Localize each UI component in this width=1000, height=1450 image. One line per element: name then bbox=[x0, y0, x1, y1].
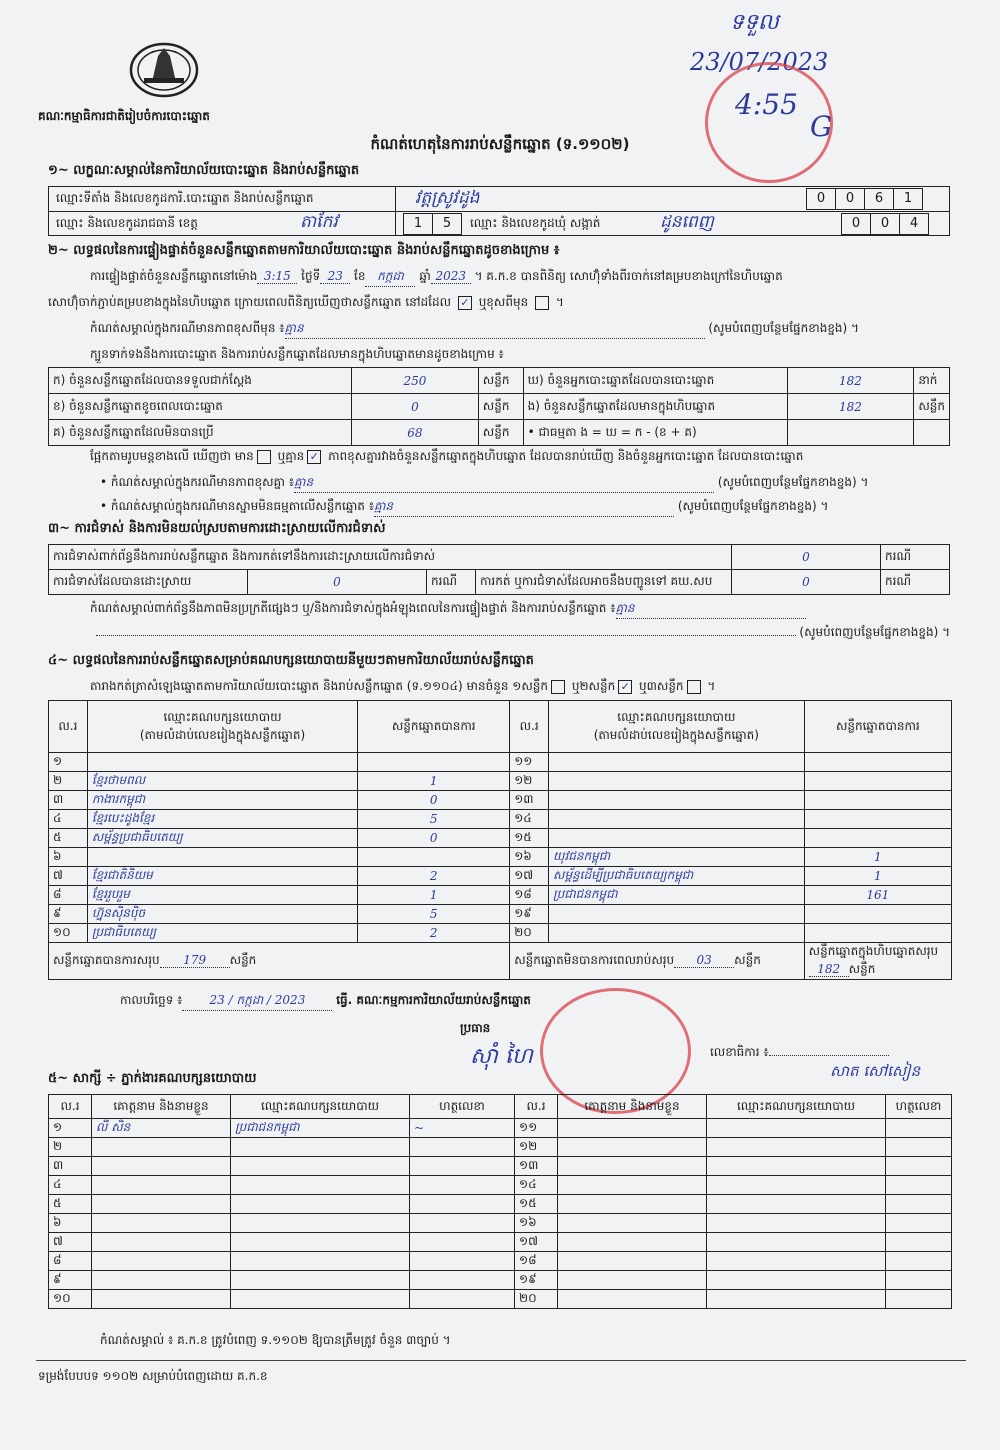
party-name bbox=[549, 924, 805, 943]
witness-name bbox=[558, 1252, 707, 1271]
count-value-2: 182 bbox=[787, 368, 914, 394]
witness-no: ១៤ bbox=[515, 1176, 558, 1195]
col-votes: សន្លឹកឆ្នោតបានការ bbox=[358, 701, 510, 753]
party-name: ហ្វ៊ុនស៊ិនប៉ិច bbox=[87, 905, 357, 924]
received-note: ទទួល bbox=[730, 10, 779, 35]
party-votes: 0 bbox=[358, 829, 510, 848]
witness-party bbox=[231, 1252, 410, 1271]
col-no: ល.រ bbox=[515, 1095, 558, 1119]
party-row bbox=[49, 848, 952, 867]
party-no: ១៦ bbox=[510, 848, 549, 867]
party-row bbox=[49, 810, 952, 829]
party-results-table bbox=[48, 700, 952, 980]
discrepancy-check: ផ្អែកតាមរូបមន្តខាងលើ ឃើញថា មាន ឬគ្មាន ✓ ភាពខុសគ្នារវាងចំនួនសន្លឹកឆ្នោតក្នុងហិបឆ្នោត ដែលបានរាប់ឃើញ និងចំនួនអ្នកបោះឆ្នោត ដែលបានបោះឆ្នោត bbox=[90, 449, 804, 463]
witness-no: ៨ bbox=[49, 1252, 92, 1271]
chair-signature: ស៊ាំ ហៃ bbox=[470, 1044, 533, 1069]
footer-divider bbox=[36, 1360, 966, 1361]
commune-code-digit: 4 bbox=[899, 213, 929, 235]
witness-name bbox=[558, 1157, 707, 1176]
witness-name bbox=[558, 1119, 707, 1138]
witness-party bbox=[707, 1271, 886, 1290]
witness-party bbox=[231, 1138, 410, 1157]
witness-name bbox=[92, 1271, 231, 1290]
complaints-unit: ករណី bbox=[881, 545, 950, 570]
party-no: ៦ bbox=[49, 848, 88, 867]
witness-name bbox=[92, 1233, 231, 1252]
count-unit-2 bbox=[914, 420, 950, 446]
col-no: ល.រ bbox=[49, 1095, 92, 1119]
party-votes: 2 bbox=[358, 867, 510, 886]
witness-signature bbox=[410, 1233, 515, 1252]
official-stamp-top bbox=[705, 62, 833, 183]
party-no: ៧ bbox=[49, 867, 88, 886]
witness-no: ៧ bbox=[49, 1233, 92, 1252]
count-label: ខ) ចំនួនសន្លឹកឆ្នោតខូចពេលបោះឆ្នោត bbox=[49, 394, 352, 420]
witness-row bbox=[49, 1195, 952, 1214]
party-name bbox=[549, 810, 805, 829]
invalid-total: សន្លឹកឆ្នោតមិនបានការពេលរាប់សរុប 03 សន្លឹក bbox=[510, 943, 804, 980]
witness-row bbox=[49, 1233, 952, 1252]
difference-bullet: • កំណត់សម្គាល់ក្នុងករណីមានភាពខុសគ្នា ៖គ្មាន (សូមបំពេញបន្ថែមផ្នែកខាងខ្នង) ។ bbox=[100, 474, 868, 493]
count-unit: សន្លឹក bbox=[478, 420, 523, 446]
party-votes: 1 bbox=[804, 848, 951, 867]
witness-signature: ~ bbox=[410, 1119, 515, 1138]
witness-party: ប្រជាជនកម្ពុជា bbox=[231, 1119, 410, 1138]
witness-signature bbox=[410, 1176, 515, 1195]
col-party: ឈ្មោះគណបក្សនយោបាយ bbox=[707, 1095, 886, 1119]
irregularity-note: កំណត់សម្គាល់ពាក់ព័ន្ធនឹងភាពមិនប្រក្រតីផ្សេងៗ ឬ/និងការជំទាស់ក្នុងអំឡុងពេលនៃការផ្ទៀងផ្ទាត់ និងការរាប់សន្លឹកឆ្នោត ៖គ្មាន bbox=[90, 600, 806, 619]
party-no: ២ bbox=[49, 772, 88, 791]
witness-party bbox=[707, 1157, 886, 1176]
party-name bbox=[549, 772, 805, 791]
valid-total: សន្លឹកឆ្នោតបានការសរុប 179 សន្លឹក bbox=[49, 943, 510, 980]
witness-signature bbox=[410, 1138, 515, 1157]
col-signature: ហត្ថលេខា bbox=[886, 1095, 952, 1119]
forwarded-unit: ករណី bbox=[881, 570, 950, 595]
party-votes bbox=[804, 924, 951, 943]
document-title: កំណត់ហេតុនៃការរាប់សន្លឹកឆ្នោត (ទ.១១០២) bbox=[370, 135, 630, 153]
witness-party bbox=[707, 1290, 886, 1309]
party-name: ខ្មែររួបរួម bbox=[87, 886, 357, 905]
witness-party bbox=[707, 1252, 886, 1271]
col-name: គោត្តនាម និងនាមខ្លួន bbox=[558, 1095, 707, 1119]
party-no: ៤ bbox=[49, 810, 88, 829]
col-votes: សន្លឹកឆ្នោតបានការ bbox=[804, 701, 951, 753]
party-name: ប្រជាធិបតេយ្យ bbox=[87, 924, 357, 943]
ballot-count-row bbox=[49, 368, 950, 394]
party-votes: 161 bbox=[804, 886, 951, 905]
witness-no: ១៣ bbox=[515, 1157, 558, 1176]
party-votes bbox=[358, 753, 510, 772]
party-name bbox=[549, 829, 805, 848]
witness-party bbox=[707, 1195, 886, 1214]
ballot-count-row bbox=[49, 394, 950, 420]
witness-party bbox=[231, 1271, 410, 1290]
witness-no: ១ bbox=[49, 1119, 92, 1138]
party-name: យុវជនកម្ពុជា bbox=[549, 848, 805, 867]
witness-name bbox=[92, 1138, 231, 1157]
unchanged-checkbox[interactable]: ✓ bbox=[458, 296, 472, 310]
witness-name bbox=[92, 1290, 231, 1309]
count-unit-2: សន្លឹក bbox=[914, 394, 950, 420]
witness-name bbox=[558, 1176, 707, 1195]
party-row bbox=[49, 886, 952, 905]
irregularity-fill-hint: (សូមបំពេញបន្ថែមផ្នែកខាងខ្នង) ។ bbox=[48, 624, 950, 642]
party-name: កាងារកម្ពុជា bbox=[87, 791, 357, 810]
witness-signature bbox=[410, 1252, 515, 1271]
party-no: ១១ bbox=[510, 753, 549, 772]
witness-signature bbox=[886, 1233, 952, 1252]
witness-party bbox=[231, 1195, 410, 1214]
ballot-intro: ក្បួនទាក់ទងនឹងការបោះឆ្នោត និងការរាប់សន្លឹកឆ្នោតដែលមានក្នុងហិបឆ្នោតមានដូចខាងក្រោម ៖ bbox=[90, 347, 504, 361]
province-code bbox=[404, 213, 462, 235]
witness-row bbox=[49, 1252, 952, 1271]
witness-name: លី សិន bbox=[92, 1119, 231, 1138]
witness-no: ២០ bbox=[515, 1290, 558, 1309]
witness-name bbox=[92, 1195, 231, 1214]
party-votes: 2 bbox=[358, 924, 510, 943]
two-sheets-checkbox[interactable]: ✓ bbox=[618, 680, 632, 694]
party-row bbox=[49, 753, 952, 772]
witness-signature bbox=[886, 1271, 952, 1290]
station-label: ឈ្មោះទីតាំង និងលេខកូដការិ.បោះឆ្នោត និងរាប់សន្លឹកឆ្នោត bbox=[56, 191, 314, 205]
commune-code-digit: 0 bbox=[870, 213, 900, 235]
party-no: ៥ bbox=[49, 829, 88, 848]
witness-row bbox=[49, 1176, 952, 1195]
resolved-value: 0 bbox=[248, 570, 427, 595]
party-name: ខ្មែរជាតិនិយម bbox=[87, 867, 357, 886]
complaints-table bbox=[48, 544, 950, 595]
commune-code-digit: 0 bbox=[841, 213, 871, 235]
commune-value: ដូនពេញ bbox=[660, 212, 714, 232]
witness-no: ១៩ bbox=[515, 1271, 558, 1290]
forwarded-label: ការកត់ ឬការជំទាស់ដែលអាចនឹងបញ្ជូនទៅ គឃ.សប bbox=[476, 570, 732, 595]
count-label: គ) ចំនួនសន្លឹកឆ្នោតដែលមិនបានប្រើ bbox=[49, 420, 352, 446]
party-row bbox=[49, 905, 952, 924]
witness-party bbox=[707, 1233, 886, 1252]
party-no: ១៣ bbox=[510, 791, 549, 810]
col-party: ឈ្មោះគណបក្សនយោបាយ (តាមលំដាប់លេខរៀងក្នុងសន្លឹកឆ្នោត) bbox=[87, 701, 357, 753]
party-votes bbox=[804, 810, 951, 829]
count-value-2 bbox=[787, 420, 914, 446]
witness-party bbox=[231, 1290, 410, 1309]
party-no: ៣ bbox=[49, 791, 88, 810]
party-no: ១៨ bbox=[510, 886, 549, 905]
received-date: 23/07/2023 bbox=[690, 48, 829, 76]
witness-no: ១១ bbox=[515, 1119, 558, 1138]
count-value-2: 182 bbox=[787, 394, 914, 420]
witness-signature bbox=[410, 1195, 515, 1214]
party-name bbox=[549, 753, 805, 772]
witness-no: ១៥ bbox=[515, 1195, 558, 1214]
witness-no: ១២ bbox=[515, 1138, 558, 1157]
witness-signature bbox=[886, 1119, 952, 1138]
province-code-digit: 5 bbox=[432, 213, 462, 235]
emblem-logo bbox=[128, 38, 200, 98]
secretary-label: លេខាធិការ ៖ bbox=[710, 1044, 889, 1062]
party-no: ១៥ bbox=[510, 829, 549, 848]
party-name: ខ្មែរថាមពល bbox=[87, 772, 357, 791]
count-unit: សន្លឹក bbox=[478, 394, 523, 420]
party-votes: 5 bbox=[358, 810, 510, 829]
witness-no: ១០ bbox=[49, 1290, 92, 1309]
count-label-2: • ជាធម្មតា ង = ឃ = ក - (ខ + គ) bbox=[523, 420, 787, 446]
party-no: ១០ bbox=[49, 924, 88, 943]
province-label: ឈ្មោះ និងលេខកូដរាជធានី ខេត្ត bbox=[56, 216, 198, 230]
witness-table bbox=[48, 1094, 952, 1309]
witness-no: ៦ bbox=[49, 1214, 92, 1233]
witness-row bbox=[49, 1119, 952, 1138]
witness-name bbox=[558, 1195, 707, 1214]
complaints-label: ការជំទាស់ពាក់ព័ន្ធនឹងការរាប់សន្លឹកឆ្នោត និងការកត់ទៅនឹងការដោះស្រាយលើការជំទាស់ bbox=[49, 545, 732, 570]
witness-signature bbox=[886, 1138, 952, 1157]
witness-name bbox=[558, 1233, 707, 1252]
witness-name bbox=[558, 1290, 707, 1309]
chair-title: ប្រធាន bbox=[460, 1021, 491, 1035]
party-votes bbox=[804, 772, 951, 791]
verification-line-2: សោហ៊ុំចាក់ភ្ជាប់គម្របខាងក្នុងនៃហិបឆ្នោត ក្រោយពេលពិនិត្យឃើញថាសន្លឹកឆ្នោត នៅដដែល ✓ ឬខុសពីមុន ។ bbox=[48, 295, 564, 309]
witness-row bbox=[49, 1157, 952, 1176]
party-name bbox=[549, 905, 805, 924]
party-name bbox=[87, 848, 357, 867]
party-no: ១២ bbox=[510, 772, 549, 791]
witness-party bbox=[707, 1138, 886, 1157]
station-code-digit: 0 bbox=[835, 188, 865, 210]
witness-signature bbox=[886, 1252, 952, 1271]
witness-signature bbox=[410, 1290, 515, 1309]
signing-date: កាលបរិច្ឆេទ ៖ 23 / កក្កដា / 2023 ធ្វើ. គណៈកម្មការការិយាល័យរាប់សន្លឹកឆ្នោត bbox=[120, 992, 531, 1011]
witness-signature bbox=[886, 1195, 952, 1214]
party-no: ១៧ bbox=[510, 867, 549, 886]
witness-party bbox=[231, 1157, 410, 1176]
col-signature: ហត្ថលេខា bbox=[410, 1095, 515, 1119]
party-no: ១៩ bbox=[510, 905, 549, 924]
count-unit: សន្លឹក bbox=[478, 368, 523, 394]
party-name: សម្ព័ន្ធដើម្បីប្រជាធិបតេយ្យកម្ពុជា bbox=[549, 867, 805, 886]
resolved-unit: ករណី bbox=[427, 570, 476, 595]
footnote: កំណត់សម្គាល់ ៖ គ.ក.ខ ត្រូវបំពេញ ទ.១១០២ ឱ្យបានត្រឹមត្រូវ ចំនួន ៣ច្បាប់ ។ bbox=[100, 1333, 451, 1347]
party-votes bbox=[358, 848, 510, 867]
tally-sheets-line: តារាងកត់ត្រាសំឡេងឆ្នោតតាមការិយាល័យបោះឆ្នោត និងរាប់សន្លឹកឆ្នោត (ទ.១១០៤) មានចំនួន ១សន្លឹក ឬ២សន្លឹក ✓ ឬ៣សន្លឹក ។ bbox=[90, 679, 716, 693]
party-row bbox=[49, 829, 952, 848]
col-name: គោត្តនាម និងនាមខ្លួន bbox=[92, 1095, 231, 1119]
party-name bbox=[549, 791, 805, 810]
party-votes bbox=[804, 905, 951, 924]
box-total: សន្លឹកឆ្នោតក្នុងហិបឆ្នោតសរុប182 សន្លឹក bbox=[804, 943, 951, 980]
commune-label: ឈ្មោះ និងលេខកូដឃុំ សង្កាត់ bbox=[470, 216, 601, 230]
party-no: ១៤ bbox=[510, 810, 549, 829]
count-value: 0 bbox=[352, 394, 479, 420]
section-4-heading: ៤~ លទ្ធផលនៃការរាប់សន្លឹកឆ្នោតសម្រាប់គណបក្សនយោបាយនីមួយៗតាមការិយាល័យរាប់សន្លឹកឆ្នោត bbox=[48, 653, 534, 668]
count-label: ក) ចំនួនសន្លឹកឆ្នោតដែលបានទទួលជាក់ស្តែង bbox=[49, 368, 352, 394]
count-label-2: ឃ) ចំនួនអ្នកបោះឆ្នោតដែលបានបោះឆ្នោត bbox=[523, 368, 787, 394]
station-code-digit: 0 bbox=[806, 188, 836, 210]
witness-signature bbox=[410, 1271, 515, 1290]
section-2-heading: ២~ លទ្ធផលនៃការផ្ទៀងផ្ទាត់ចំនួនសន្លឹកឆ្នោតតាមការិយាល័យបោះឆ្នោត និងរាប់សន្លឹកឆ្នោតដូចខាងក្រោម ៖ bbox=[48, 243, 560, 258]
no-difference-checkbox[interactable]: ✓ bbox=[307, 450, 321, 464]
witness-no: ៩ bbox=[49, 1271, 92, 1290]
witness-no: ១៨ bbox=[515, 1252, 558, 1271]
station-code-digit: 6 bbox=[864, 188, 894, 210]
party-votes: 5 bbox=[358, 905, 510, 924]
count-unit-2: នាក់ bbox=[914, 368, 950, 394]
witness-signature bbox=[886, 1290, 952, 1309]
party-no: ៨ bbox=[49, 886, 88, 905]
complaints-value: 0 bbox=[732, 545, 881, 570]
has-difference-checkbox[interactable] bbox=[257, 450, 271, 464]
col-party: ឈ្មោះគណបក្សនយោបាយ (តាមលំដាប់លេខរៀងក្នុងសន្លឹកឆ្នោត) bbox=[549, 701, 805, 753]
witness-no: ១៧ bbox=[515, 1233, 558, 1252]
party-no: ១ bbox=[49, 753, 88, 772]
witness-no: ២ bbox=[49, 1138, 92, 1157]
station-code bbox=[807, 188, 923, 210]
party-name: ខ្មែរបេះដូងខ្មែរ bbox=[87, 810, 357, 829]
witness-row bbox=[49, 1290, 952, 1309]
party-votes bbox=[804, 753, 951, 772]
col-no: ល.រ bbox=[49, 701, 88, 753]
section-3-heading: ៣~ ការជំទាស់ និងការមិនយល់ស្របតាមការដោះស្រាយលើការជំទាស់ bbox=[48, 521, 386, 536]
forwarded-value: 0 bbox=[732, 570, 881, 595]
form-footer: ទម្រង់បែបបទ ១១០២ សម្រាប់បំពេញដោយ គ.ក.ខ bbox=[38, 1369, 268, 1383]
witness-signature bbox=[410, 1214, 515, 1233]
witness-party bbox=[707, 1176, 886, 1195]
witness-name bbox=[92, 1214, 231, 1233]
province-code-digit: 1 bbox=[403, 213, 433, 235]
witness-name bbox=[92, 1252, 231, 1271]
party-votes: 0 bbox=[358, 791, 510, 810]
party-row bbox=[49, 772, 952, 791]
three-sheets-checkbox[interactable] bbox=[687, 680, 701, 694]
party-votes bbox=[804, 791, 951, 810]
abnormal-mark-bullet: • កំណត់សម្គាល់ក្នុងករណីមានស្នាមមិនធម្មតាលើសន្លឹកឆ្នោត ៖គ្មាន (សូមបំពេញបន្ថែមផ្នែកខាងខ្នង) ។ bbox=[100, 498, 828, 517]
col-party: ឈ្មោះគណបក្សនយោបាយ bbox=[231, 1095, 410, 1119]
witness-party bbox=[707, 1214, 886, 1233]
party-votes: 1 bbox=[358, 886, 510, 905]
witness-row bbox=[49, 1271, 952, 1290]
province-value: តាកែវ bbox=[300, 212, 338, 232]
witness-name bbox=[558, 1138, 707, 1157]
witness-party bbox=[231, 1176, 410, 1195]
witness-party bbox=[707, 1119, 886, 1138]
ballot-count-row bbox=[49, 420, 950, 446]
one-sheet-checkbox[interactable] bbox=[551, 680, 565, 694]
section-5-heading: ៥~ សាក្សី ÷ ភ្នាក់ងារគណបក្សនយោបាយ bbox=[48, 1071, 257, 1086]
count-label-2: ង) ចំនួនសន្លឹកឆ្នោតដែលមានក្នុងហិបឆ្នោត bbox=[523, 394, 787, 420]
witness-row bbox=[49, 1138, 952, 1157]
witness-row bbox=[49, 1214, 952, 1233]
witness-no: ៣ bbox=[49, 1157, 92, 1176]
col-no: ល.រ bbox=[510, 701, 549, 753]
party-votes bbox=[804, 829, 951, 848]
party-row bbox=[49, 924, 952, 943]
witness-signature bbox=[886, 1176, 952, 1195]
count-value: 68 bbox=[352, 420, 479, 446]
verification-line-1: ការផ្ទៀងផ្ទាត់ចំនួនសន្លឹកឆ្នោតនៅម៉ោង 3:15 ថ្ងៃទី 23 ខែ កក្កដា ឆ្នាំ 2023 ។ គ.ក.ខ បានពិនិត្យ សោហ៊ុំទាំងពីរចាក់នៅគម្របខាងក្រៅនៃហិបឆ្នោត bbox=[90, 268, 783, 287]
secretary-signature: សាត សៅសៀន bbox=[830, 1062, 921, 1080]
count-value: 250 bbox=[352, 368, 479, 394]
witness-name bbox=[558, 1214, 707, 1233]
party-name: ប្រជាជនកម្ពុជា bbox=[549, 886, 805, 905]
party-name: សម្ព័ន្ធប្រជាធិបតេយ្យ bbox=[87, 829, 357, 848]
party-name bbox=[87, 753, 357, 772]
party-no: ៩ bbox=[49, 905, 88, 924]
commune-code bbox=[842, 213, 929, 235]
changed-checkbox[interactable] bbox=[535, 296, 549, 310]
station-value: វត្តស្រូវដូង bbox=[415, 188, 480, 208]
received-time: 4:55 bbox=[735, 88, 798, 121]
witness-party bbox=[231, 1214, 410, 1233]
witness-name bbox=[92, 1176, 231, 1195]
witness-name bbox=[558, 1271, 707, 1290]
section-1-heading: ១~ លក្ខណៈសម្គាល់នៃការិយាល័យបោះឆ្នោត និងរាប់សន្លឹកឆ្នោត bbox=[48, 163, 360, 178]
station-code-digit: 1 bbox=[893, 188, 923, 210]
resolved-label: ការជំទាស់ដែលបានដោះស្រាយ bbox=[49, 570, 248, 595]
party-row bbox=[49, 867, 952, 886]
ballot-counts-table bbox=[48, 367, 950, 446]
party-votes: 1 bbox=[804, 867, 951, 886]
party-votes: 1 bbox=[358, 772, 510, 791]
difference-note: កំណត់សម្គាល់ក្នុងករណីមានភាពខុសពីមុន ៖គ្មាន (សូមបំពេញបន្ថែមផ្នែកខាងខ្នង) ។ bbox=[90, 320, 859, 339]
witness-signature bbox=[886, 1214, 952, 1233]
witness-no: ១៦ bbox=[515, 1214, 558, 1233]
received-mark: G bbox=[810, 110, 833, 143]
party-row bbox=[49, 791, 952, 810]
witness-party bbox=[231, 1233, 410, 1252]
org-name: គណៈកម្មាធិការជាតិរៀបចំការបោះឆ្នោត bbox=[38, 109, 210, 123]
witness-no: ៤ bbox=[49, 1176, 92, 1195]
witness-no: ៥ bbox=[49, 1195, 92, 1214]
witness-signature bbox=[886, 1157, 952, 1176]
witness-signature bbox=[410, 1157, 515, 1176]
witness-name bbox=[92, 1157, 231, 1176]
party-no: ២០ bbox=[510, 924, 549, 943]
